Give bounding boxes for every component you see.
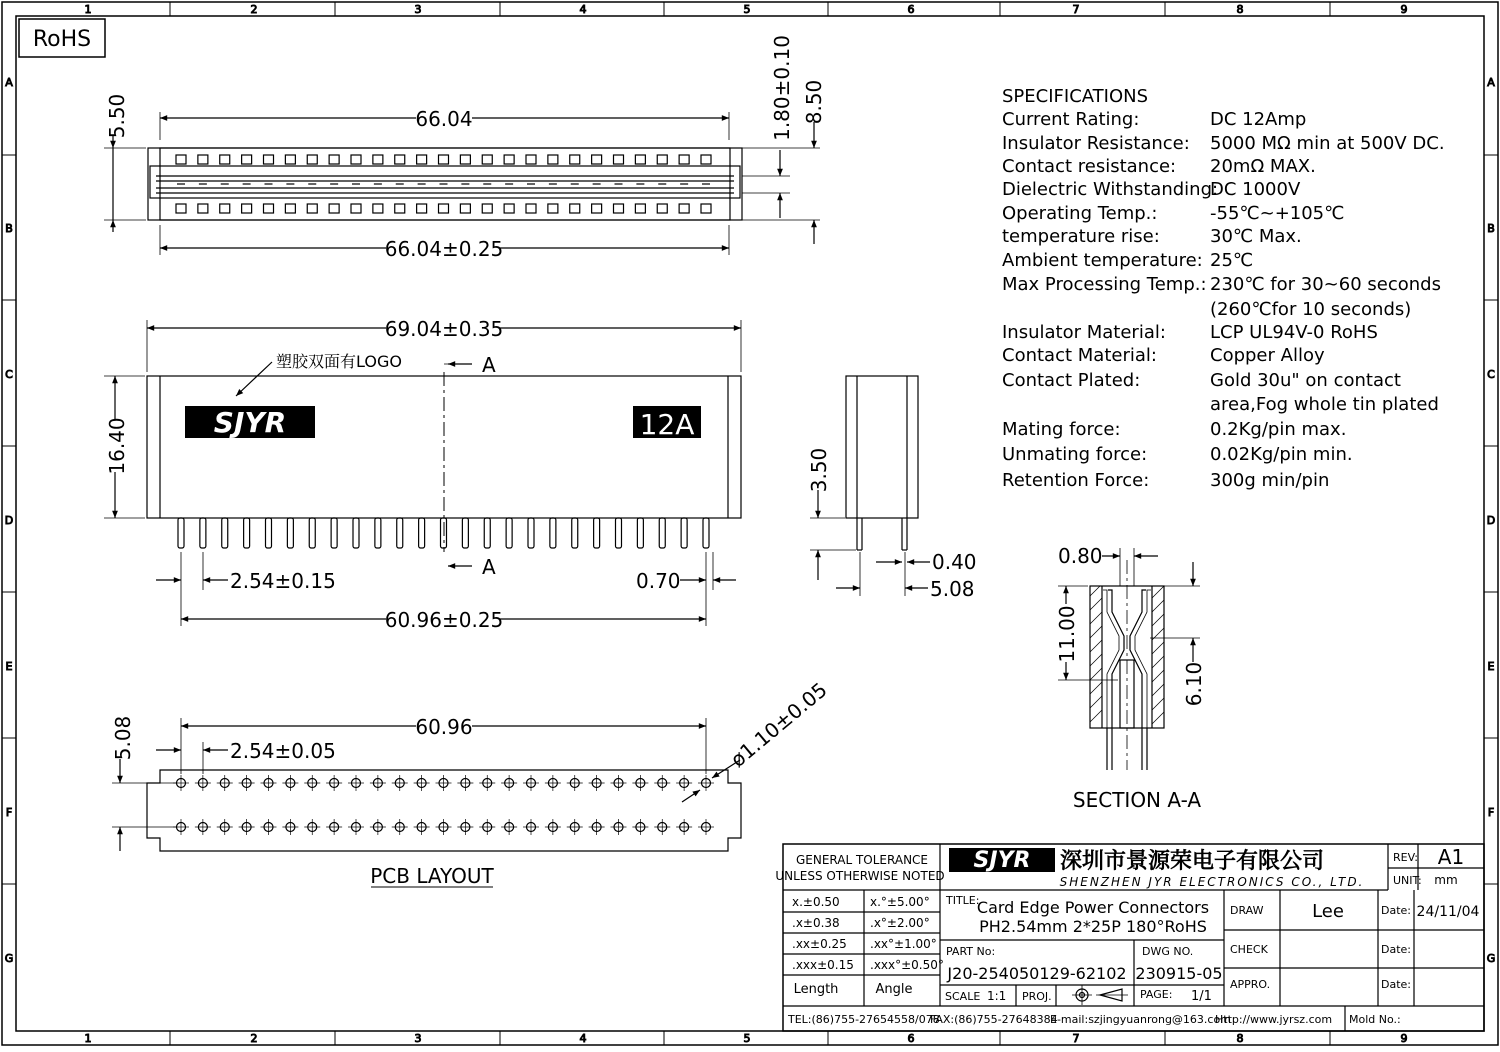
spec-value: 300g min/pin <box>1210 470 1330 491</box>
contact-window <box>198 204 208 213</box>
spec-value: area,Fog whole tin plated <box>1210 394 1439 415</box>
pin <box>200 518 206 548</box>
spec-value: (260℃for 10 seconds) <box>1210 299 1412 320</box>
contact-window <box>176 204 186 213</box>
zone-row-left: E <box>5 660 13 673</box>
http: Http://www.jyrsz.com <box>1215 1013 1333 1026</box>
pin <box>222 518 228 548</box>
tolerance-linear: .x±0.38 <box>792 916 840 930</box>
appro-label: APPRO. <box>1230 978 1271 991</box>
draw-label: DRAW <box>1230 904 1264 917</box>
pin <box>244 518 250 548</box>
spec-value: 25℃ <box>1210 250 1254 271</box>
contact-window <box>307 204 317 213</box>
spec-label: Insulator Resistance: <box>1002 133 1190 154</box>
unit-value: mm <box>1434 873 1458 887</box>
spec-value: 230℃ for 30~60 seconds <box>1210 274 1441 295</box>
contact-window <box>701 204 711 213</box>
zone-row-left: D <box>4 514 14 527</box>
tolerance-linear: .xx±0.25 <box>792 937 847 951</box>
spec-value: LCP UL94V-0 RoHS <box>1210 322 1378 343</box>
contact-window <box>460 155 470 164</box>
draw-date: 24/11/04 <box>1416 904 1480 920</box>
spec-value: Copper Alloy <box>1210 345 1325 366</box>
contact-window <box>242 155 252 164</box>
pin <box>572 518 578 548</box>
spec-value: 5000 MΩ min at 500V DC. <box>1210 133 1445 154</box>
scale-value: 1:1 <box>987 989 1007 1003</box>
rev-label: REV: <box>1393 851 1418 864</box>
zone-col-top: 4 <box>579 3 587 16</box>
check-date-label: Date: <box>1381 943 1411 956</box>
pin <box>266 518 272 548</box>
zone-col-bottom: 3 <box>414 1032 422 1045</box>
contact-window <box>460 204 470 213</box>
contact-window <box>395 155 405 164</box>
contact-window <box>395 204 405 213</box>
contact-window <box>285 204 295 213</box>
contact-window <box>329 204 339 213</box>
contact-window <box>526 155 536 164</box>
contact-window <box>570 155 580 164</box>
zone-col-top: 1 <box>84 3 92 16</box>
email: E-mail:szjingyuanrong@163.com <box>1050 1013 1231 1026</box>
contact-window <box>592 155 602 164</box>
dim-pcb-hole: ø1.10±0.05 <box>725 677 832 772</box>
zone-col-bottom: 2 <box>250 1032 258 1045</box>
spec-label: Unmating force: <box>1002 444 1148 465</box>
pcb-label: PCB LAYOUT <box>370 864 494 888</box>
company-name-cn: 深圳市景源荣电子有限公司 <box>1060 849 1325 874</box>
contact-window <box>548 204 558 213</box>
zone-row-right: B <box>1487 222 1495 235</box>
contact-window <box>482 155 492 164</box>
dim-top-width: 66.04 <box>415 107 473 131</box>
dim-slot: 1.80±0.10 <box>770 35 794 141</box>
spec-value: 0.02Kg/pin min. <box>1210 444 1353 465</box>
contact-window <box>417 155 427 164</box>
angle-label: Angle <box>875 982 913 997</box>
pin <box>703 518 709 548</box>
dim-pin-dia: 0.40 <box>932 550 977 574</box>
contact-window <box>373 155 383 164</box>
contact-window <box>351 204 361 213</box>
rohs-box <box>19 19 105 57</box>
contact-window <box>657 204 667 213</box>
contact-window <box>220 204 230 213</box>
mold-label: Mold No.: <box>1349 1013 1401 1026</box>
zone-row-left: G <box>4 952 14 965</box>
dim-pcb-span: 60.96 <box>415 715 473 739</box>
contact-window <box>307 155 317 164</box>
length-label: Length <box>793 982 839 997</box>
pin <box>528 518 534 548</box>
dim-section-height: 11.00 <box>1055 605 1079 663</box>
tolerance-angular: .xx°±1.00° <box>870 937 937 951</box>
zone-col-top: 6 <box>907 3 915 16</box>
logo-note: 塑胶双面有LOGO <box>276 352 402 371</box>
side-view-dims <box>807 448 977 601</box>
spec-label: Current Rating: <box>1002 109 1140 130</box>
pin <box>178 518 184 548</box>
zone-col-top: 8 <box>1236 3 1244 16</box>
zone-col-top: 7 <box>1072 3 1080 16</box>
dim-front-span: 60.96±0.25 <box>384 608 504 632</box>
dim-pcb-pitch: 2.54±0.05 <box>230 739 336 763</box>
company-logo-text: SJYR <box>973 848 1031 873</box>
dim-front-height: 16.40 <box>105 417 129 475</box>
company-name-en: SHENZHEN JYR ELECTRONICS CO., LTD. <box>1059 875 1365 889</box>
spec-label: Mating force: <box>1002 419 1121 440</box>
spec-value: 0.2Kg/pin max. <box>1210 419 1347 440</box>
tolerance-linear: .xxx±0.15 <box>792 958 854 972</box>
contact-window <box>526 204 536 213</box>
contact-window <box>635 155 645 164</box>
top-view <box>104 112 820 255</box>
zone-col-bottom: 9 <box>1400 1032 1408 1045</box>
rohs-label: RoHS <box>32 27 92 52</box>
contact-window <box>439 204 449 213</box>
contact-window <box>220 155 230 164</box>
contact-window <box>548 155 558 164</box>
contact-window <box>176 155 186 164</box>
pin <box>397 518 403 548</box>
dim-pin-length: 3.50 <box>807 447 831 493</box>
dwg-no: 230915-05 <box>1135 964 1223 983</box>
contact-window <box>614 155 624 164</box>
title-label: TITLE: <box>946 894 980 907</box>
contact-window <box>285 155 295 164</box>
dim-top-height-right: 8.50 <box>802 79 826 125</box>
dim-top-height-left: 5.50 <box>105 93 129 139</box>
front-view-graphics <box>185 406 701 441</box>
tel: TEL:(86)755-27654558/078 <box>788 1013 940 1026</box>
contact-window <box>417 204 427 213</box>
page-value: 1/1 <box>1191 989 1212 1004</box>
pin <box>659 518 665 548</box>
part-no-label: PART No: <box>946 945 996 958</box>
pin <box>309 518 315 548</box>
pin <box>484 518 490 548</box>
fax: FAX:(86)755-27648384 <box>930 1013 1058 1026</box>
dim-front-width: 69.04±0.35 <box>384 317 504 341</box>
check-label: CHECK <box>1230 943 1268 956</box>
pin <box>637 518 643 548</box>
front-logo-text: SJYR <box>213 406 287 439</box>
contact-window <box>264 155 274 164</box>
contact-window <box>570 204 580 213</box>
zone-row-right: D <box>1486 514 1496 527</box>
contact-window <box>242 204 252 213</box>
scale-label: SCALE <box>945 990 981 1003</box>
title-block-text <box>775 845 1479 1026</box>
spec-label: Contact resistance: <box>1002 156 1177 177</box>
spec-value: DC 1000V <box>1210 179 1301 200</box>
section-mark-bottom: A <box>482 555 496 579</box>
pin <box>550 518 556 548</box>
contact-window <box>657 155 667 164</box>
dim-section-contact: 6.10 <box>1182 661 1206 707</box>
spec-value: 20mΩ MAX. <box>1210 156 1316 177</box>
zone-col-bottom: 5 <box>743 1032 751 1045</box>
tolerance-angular: .x°±2.00° <box>870 916 930 930</box>
pin <box>506 518 512 548</box>
spec-label: Operating Temp.: <box>1002 203 1158 224</box>
section-mark-top: A <box>482 353 496 377</box>
unless-noted: UNLESS OTHERWISE NOTED <box>775 869 945 883</box>
zone-row-right: G <box>1486 952 1496 965</box>
spec-value: DC 12Amp <box>1210 109 1307 130</box>
dim-depth: 5.08 <box>930 577 975 601</box>
title-line-2: PH2.54mm 2*25P 180°RoHS <box>979 917 1207 936</box>
draw-date-label: Date: <box>1381 904 1411 917</box>
section-view-dims <box>1055 544 1206 812</box>
dim-pin-width: 0.70 <box>636 569 681 593</box>
contact-window <box>329 155 339 164</box>
zone-row-right: E <box>1487 660 1495 673</box>
zone-col-bottom: 4 <box>579 1032 587 1045</box>
specifications <box>1002 86 1445 491</box>
contact-window <box>198 155 208 164</box>
page-label: PAGE: <box>1140 988 1173 1001</box>
spec-label: Retention Force: <box>1002 470 1150 491</box>
tolerance-linear: x.±0.50 <box>792 895 840 909</box>
pin <box>375 518 381 548</box>
zone-row-left: A <box>5 76 13 89</box>
dim-front-pitch: 2.54±0.15 <box>230 569 336 593</box>
pin <box>616 518 622 548</box>
zone-col-top: 2 <box>250 3 258 16</box>
proj-label: PROJ. <box>1022 990 1052 1003</box>
spec-label: temperature rise: <box>1002 226 1160 247</box>
zone-col-bottom: 8 <box>1236 1032 1244 1045</box>
title-line-1: Card Edge Power Connectors <box>976 898 1210 917</box>
zone-col-bottom: 1 <box>84 1032 92 1045</box>
contact-window <box>679 155 689 164</box>
contact-window <box>482 204 492 213</box>
rating-badge: 12A <box>639 408 695 441</box>
part-no: J20-254050129-62102 <box>947 964 1127 983</box>
dwg-no-label: DWG NO. <box>1142 945 1194 958</box>
contact-window <box>614 204 624 213</box>
tolerance-angular: x.°±5.00° <box>870 895 930 909</box>
spec-label: Contact Plated: <box>1002 370 1141 391</box>
rev-value: A1 <box>1437 845 1465 869</box>
spec-value: Gold 30u" on contact <box>1210 370 1401 391</box>
contact-window <box>592 204 602 213</box>
spec-label: Dielectric Withstanding: <box>1002 179 1219 200</box>
dim-top-body: 66.04±0.25 <box>384 237 504 261</box>
contact-window <box>504 155 514 164</box>
contact-window <box>373 204 383 213</box>
draw-value: Lee <box>1312 901 1344 922</box>
zone-col-top: 5 <box>743 3 751 16</box>
zone-col-top: 3 <box>414 3 422 16</box>
spec-label: Contact Material: <box>1002 345 1157 366</box>
pin <box>594 518 600 548</box>
zone-col-bottom: 6 <box>907 1032 915 1045</box>
appro-date-label: Date: <box>1381 978 1411 991</box>
zone-row-left: F <box>5 806 13 819</box>
zone-row-right: A <box>1487 76 1495 89</box>
spec-value: -55℃~+105℃ <box>1210 203 1345 224</box>
tolerance-angular: .xxx°±0.50° <box>870 958 944 972</box>
pin <box>353 518 359 548</box>
contact-window <box>701 155 711 164</box>
spec-heading: SPECIFICATIONS <box>1002 86 1149 107</box>
general-tolerance: GENERAL TOLERANCE <box>795 853 929 867</box>
contact-window <box>351 155 361 164</box>
spec-label: Insulator Material: <box>1002 322 1166 343</box>
contact-window <box>504 204 514 213</box>
unit-label: UNIT: <box>1393 874 1422 887</box>
section-view <box>1058 548 1200 770</box>
zone-row-right: F <box>1487 806 1495 819</box>
spec-value: 30℃ Max. <box>1210 226 1302 247</box>
section-label: SECTION A-A <box>1072 788 1202 812</box>
zone-col-top: 9 <box>1400 3 1408 16</box>
pin <box>331 518 337 548</box>
contact-window <box>439 155 449 164</box>
contact-window <box>635 204 645 213</box>
pin <box>462 518 468 548</box>
zone-col-bottom: 7 <box>1072 1032 1080 1045</box>
zone-row-right: C <box>1487 368 1495 381</box>
pin <box>681 518 687 548</box>
pin <box>419 518 425 548</box>
zone-row-left: B <box>5 222 13 235</box>
contact-window <box>679 204 689 213</box>
contact-window <box>264 204 274 213</box>
spec-label: Max Processing Temp.: <box>1002 274 1207 295</box>
pin <box>287 518 293 548</box>
front-view-dims <box>105 317 681 632</box>
spec-label: Ambient temperature: <box>1002 250 1203 271</box>
dim-section-top: 0.80 <box>1058 544 1103 568</box>
dim-pcb-row: 5.08 <box>111 715 135 761</box>
zone-row-left: C <box>5 368 13 381</box>
